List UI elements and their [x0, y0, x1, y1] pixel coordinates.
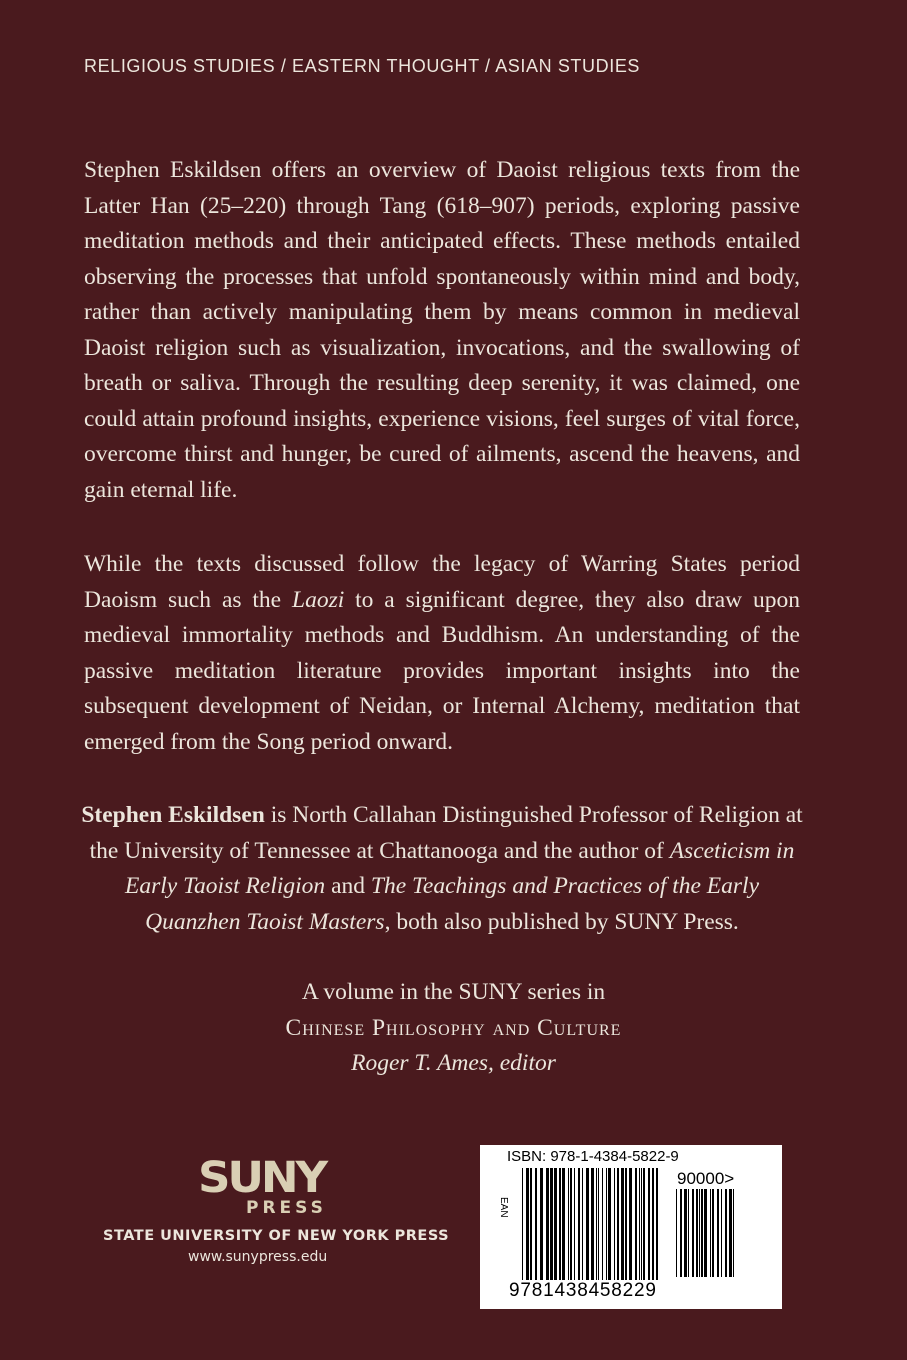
price-addon-number: 90000>	[677, 1169, 735, 1188]
ean-barcode-bars	[522, 1168, 662, 1280]
addon-barcode-bars	[676, 1189, 738, 1277]
series-editor: Roger T. Ames, editor	[351, 1050, 556, 1076]
barcode-panel	[480, 1145, 782, 1309]
ean-label: EAN	[498, 1197, 509, 1218]
paragraph-2-text-b: to a significant degree, they also draw upon medieval immortality methods and Buddhism. An understanding of the passive meditation literature provides important insights into the subsequent development of Neidan, or Internal Alchemy, meditation that emerged from the Song period onward.	[84, 586, 800, 755]
bio-text-3: , both also published by SUNY Press.	[384, 908, 739, 935]
bio-text-2: and	[325, 873, 371, 899]
description-paragraph-1: Stephen Eskildsen offers an overview of Daoist religious texts from the Latter Han (25–220) through Tang (618–907) periods, exploring passive meditation methods and their anticipated effects. These methods entailed observing the processes that unfold spontaneously within mind and body, rather than actively manipulating them by means common in medieval Daoist religion such as visualization, invocations, and the swallowing of breath or saliva. Through the resulting deep serenity, it was claimed, one could attain profound insights, experience visions, feel surges of vital force, overcome thirst and hunger, be cured of ailments, ascend the heavens, and gain eternal life.	[84, 157, 800, 503]
isbn-number: ISBN: 978-1-4384-5822-9	[507, 1148, 679, 1165]
paragraph-2-title-laozi: Laozi	[292, 586, 345, 613]
publisher-url: www.sunypress.edu	[188, 1249, 328, 1265]
bio-book-title-2: The Teachings and Practices of the Early Quanzhen Taoist Masters	[145, 873, 760, 935]
bio-book-title-1: Asceticism in Early Taoist Religion	[124, 837, 795, 899]
series-intro: A volume in the SUNY series in	[301, 979, 606, 1005]
series-title: Chinese Philosophy and Culture	[285, 1014, 622, 1041]
logo-press-text: PRESS	[246, 1198, 327, 1218]
bio-text-1: is North Callahan Distinguished Professor of Religion at the University of Tennessee at Chattanooga and the author of	[89, 802, 803, 864]
series-info	[0, 975, 907, 1082]
author-bio	[78, 798, 806, 940]
description-paragraph-2	[84, 547, 800, 760]
logo-suny-text: SUNY	[198, 1153, 326, 1203]
publisher-name: STATE UNIVERSITY OF NEW YORK PRESS	[103, 1228, 450, 1244]
suny-press-logo	[198, 1153, 333, 1224]
author-name: Stephen Eskildsen	[81, 802, 265, 828]
category-line: RELIGIOUS STUDIES / EASTERN THOUGHT / ASIAN STUDIES	[84, 56, 641, 76]
paragraph-2-text-a: While the texts discussed follow the legacy of Warring States period Daoism such as the	[84, 551, 800, 613]
barcode-digits: 9781438458229	[509, 1280, 657, 1301]
